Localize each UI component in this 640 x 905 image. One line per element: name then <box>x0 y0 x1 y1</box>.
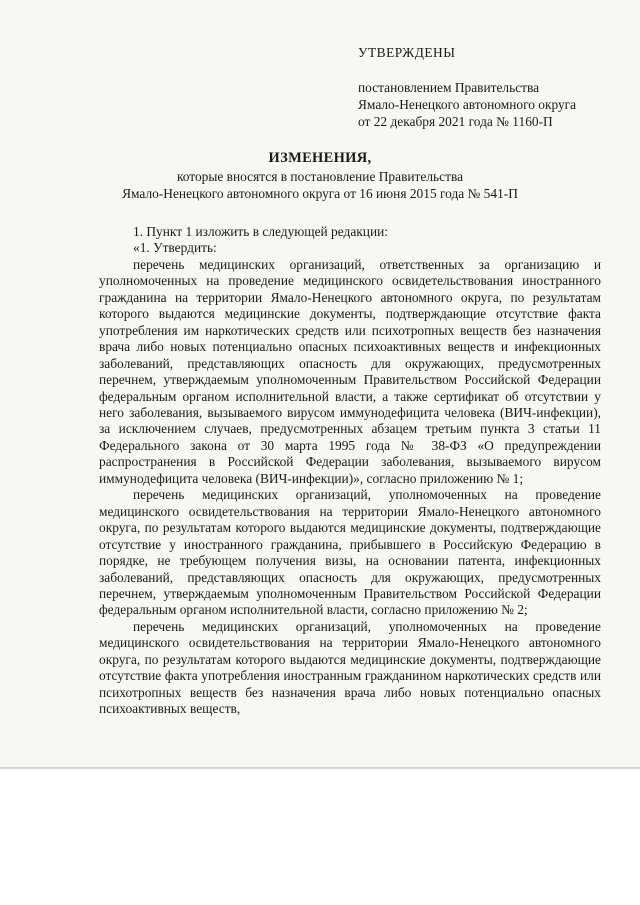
document-title-block <box>0 150 640 202</box>
title-subline-2: Ямало-Ненецкого автономного округа от 16 июня 2015 года № 541-П <box>122 186 518 201</box>
paragraph-list-2: перечень медицинских организаций, уполномоченных на проведение медицинского освидетельствования на территории Ямало-Ненецкого автономного округа, по результатам которого выдаются медицинские документы, подтверждающие отсутствие у иностранного гражданина, прибывшего в Российскую Федерацию в порядке, не требующем получения визы, на основании патента, инфекционных заболеваний, представляющих опасность для окружающих, предусмотренных перечнем, утверждаемым уполномоченным Правительством Российской Федерации федеральным органом исполнительной власти, согласно приложению № 2; <box>99 487 601 618</box>
document-title: ИЗМЕНЕНИЯ, <box>268 150 372 166</box>
document-body <box>99 224 601 718</box>
approval-line-3: от 22 декабря 2021 года № 1160-П <box>358 114 553 129</box>
approval-line-1: постановлением Правительства <box>358 80 540 95</box>
paragraph-approve: «1. Утвердить: <box>133 240 217 256</box>
title-subline-1: которые вносятся в постановление Правительства <box>176 169 464 184</box>
paragraph-list-1: перечень медицинских организаций, ответственных за организацию и уполномоченных на проведение медицинского освидетельствования иностранного гражданина на территории Ямало-Ненецкого автономного округа, по результатам которого выдаются медицинские документы, подтверждающие отсутствие факта употребления им наркотических средств или психотропных веществ без назначения врача либо новых потенциально опасных психоактивных веществ и инфекционных заболеваний, представляющих опасность для окружающих, предусмотренных перечнем, утверждаемым уполномоченным Правительством Российской Федерации федеральным органом исполнительной власти, а также сертификат об отсутствии у него заболевания, вызываемого вирусом иммунодефицита человека (ВИЧ-инфекции), за исключением случаев, предусмотренных абзацем третьим пункта 3 статьи 11 Федерального закона от 30 марта 1995 года № 38-ФЗ «О предупреждении распространения в Российской Федерации заболевания, вызываемого вирусом иммунодефицита человека (ВИЧ-инфекции)», согласно приложению № 1; <box>99 256 601 486</box>
approval-block <box>358 44 576 130</box>
approval-line-2: Ямало-Ненецкого автономного округа <box>358 97 577 112</box>
approval-heading: УТВЕРЖДЕНЫ <box>358 45 456 60</box>
page-bottom-edge <box>0 767 640 769</box>
paragraph-list-3: перечень медицинских организаций, уполномоченных на проведение медицинского освидетельствования на территории Ямало-Ненецкого автономного округа, по результатам которого выдаются медицинские документы, подтверждающие отсутствие факта употребления иностранным гражданином наркотических средств или психотропных веществ без назначения врача либо новых потенциально опасных психоактивных веществ, <box>99 618 601 717</box>
paragraph-item-1: 1. Пункт 1 изложить в следующей редакции: <box>133 224 389 239</box>
